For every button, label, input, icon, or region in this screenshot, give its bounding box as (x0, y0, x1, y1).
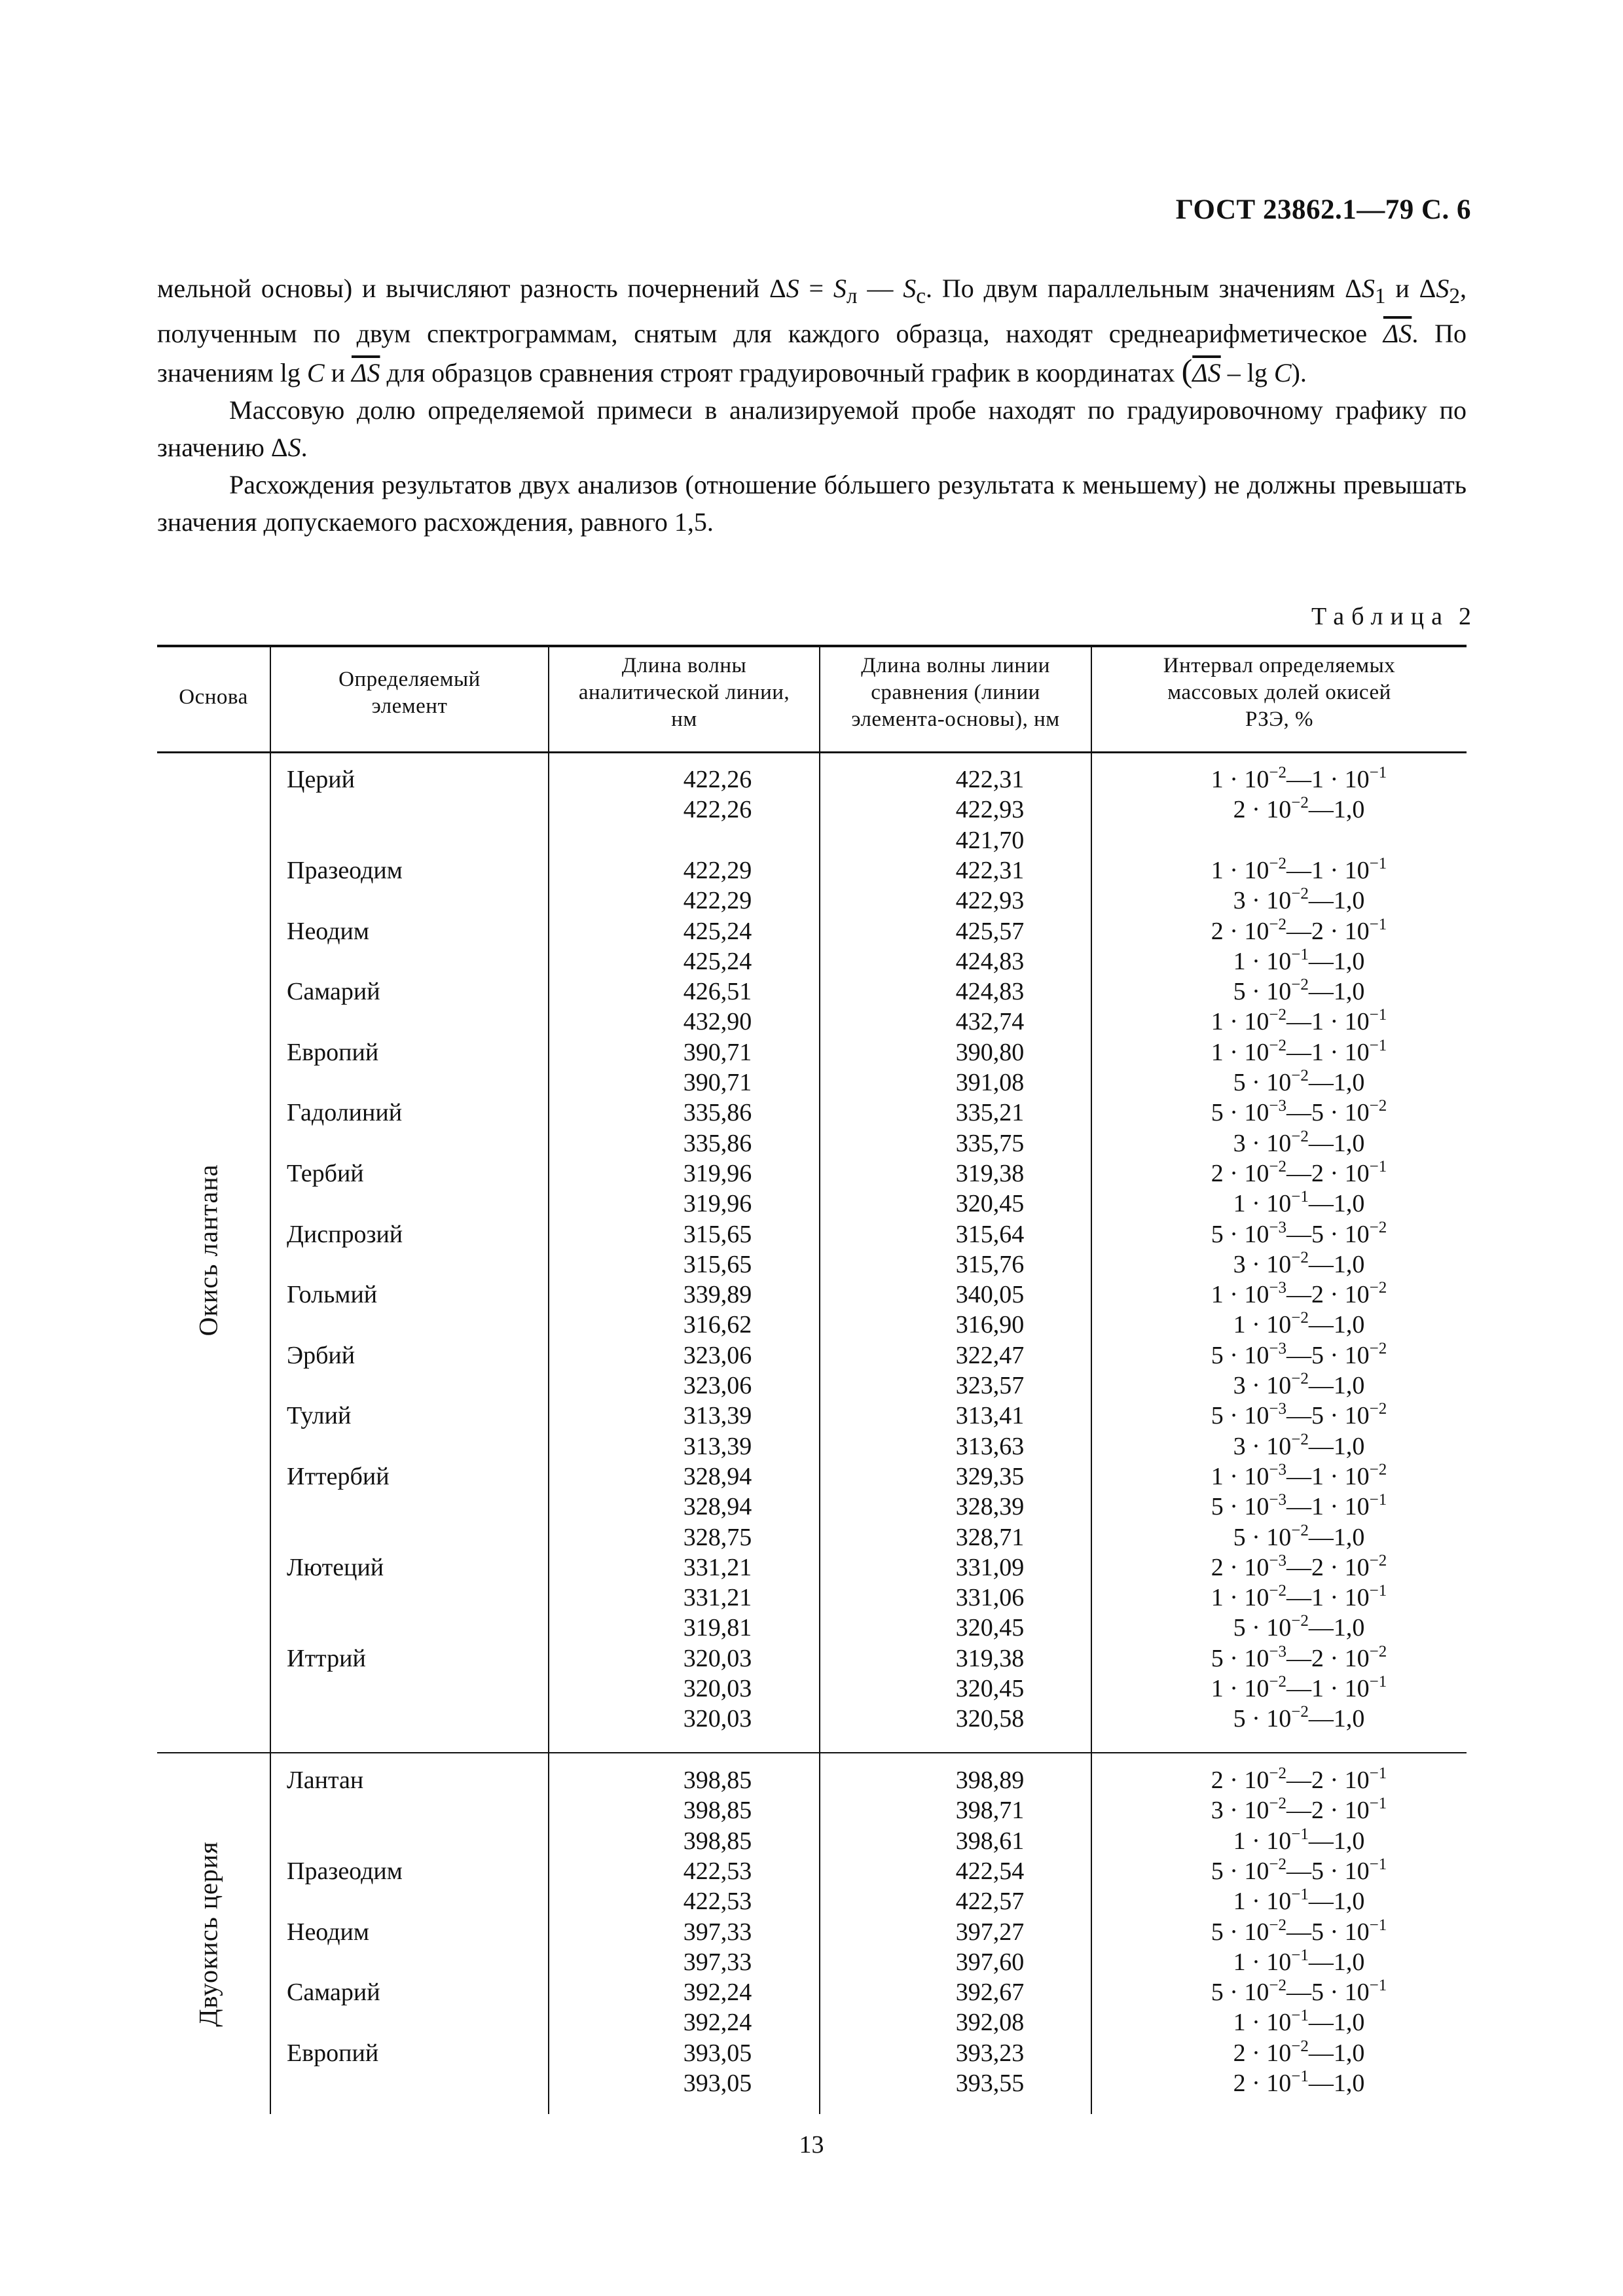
element-name: Празеодим (287, 856, 403, 884)
table-row (157, 1704, 1467, 1734)
comparison-wavelength: 422,54 (955, 1857, 1025, 1885)
element-name: Гадолиний (287, 1099, 403, 1127)
comparison-wavelength: 422,31 (955, 766, 1025, 793)
fraction-interval: $5 \cdot 10^{-2}—1,0$ (1233, 1703, 1365, 1733)
table-row (157, 1098, 1467, 1128)
analytical-wavelength: 432,90 (683, 1008, 752, 1036)
fraction-interval: $5 \cdot 10^{-3}—1 \cdot 10^{-1}$ (1211, 1491, 1387, 1521)
element-name: Иттрий (287, 1644, 366, 1672)
table-row (157, 1613, 1467, 1643)
body-text (157, 270, 1467, 541)
comparison-wavelength: 335,75 (955, 1129, 1025, 1157)
element-name: Тербий (287, 1159, 364, 1187)
analytical-wavelength: 422,29 (683, 856, 752, 884)
fraction-interval: $5 \cdot 10^{-2}—5 \cdot 10^{-1}$ (1211, 1977, 1387, 2007)
comparison-wavelength: 398,89 (955, 1767, 1025, 1794)
fraction-interval: $1 \cdot 10^{-2}—1 \cdot 10^{-1}$ (1211, 854, 1387, 884)
table-row (157, 1189, 1467, 1219)
fraction-interval: $1 \cdot 10^{-2}—1,0$ (1233, 1309, 1365, 1339)
table-row (157, 1037, 1467, 1067)
table-row (157, 1522, 1467, 1552)
table-row (157, 1856, 1467, 1886)
table-row (157, 1674, 1467, 1704)
fraction-interval: $2 \cdot 10^{-2}—2 \cdot 10^{-1}$ (1211, 915, 1387, 945)
table-row (157, 1280, 1467, 1310)
element-name: Неодим (287, 917, 369, 945)
comparison-wavelength: 320,45 (955, 1614, 1025, 1642)
analytical-wavelength: 335,86 (683, 1099, 752, 1127)
table-row (157, 916, 1467, 946)
element-name: Лютеций (287, 1553, 384, 1581)
element-name: Церий (287, 766, 355, 793)
comparison-wavelength: 340,05 (955, 1281, 1025, 1309)
analytical-wavelength: 319,81 (683, 1614, 752, 1642)
fraction-interval: $1 \cdot 10^{-2}—1 \cdot 10^{-1}$ (1211, 1036, 1387, 1066)
comparison-wavelength: 422,57 (955, 1888, 1025, 1916)
comparison-wavelength: 316,90 (955, 1311, 1025, 1339)
table-row (157, 1795, 1467, 1825)
fraction-interval: $1 \cdot 10^{-2}—1 \cdot 10^{-1}$ (1211, 1673, 1387, 1702)
analytical-wavelength: 328,75 (683, 1523, 752, 1551)
table-row (157, 1371, 1467, 1401)
analytical-wavelength: 422,53 (683, 1888, 752, 1916)
table-row (157, 2038, 1467, 2068)
paragraph-1: мельной основы) и вычисляют разность почернений $\Delta S = S_л$ — $S_с$. По двум параллельным значениям $\Delta S_1$ и $\Delta S_2$, полученным по двум спектрограммам, снятым для каждого образца, находят среднеарифметическое $\overline{\Delta S}$. По значениям lg C и $\overline{\Delta S}$ для образцов сравнения строят градуировочный график в координатах ($\overline{\Delta S}$ – lg C). (157, 274, 1467, 389)
element-name: Иттербий (287, 1462, 390, 1490)
comparison-wavelength: 425,57 (955, 917, 1025, 945)
fraction-interval: $2 \cdot 10^{-2}—1,0$ (1233, 794, 1365, 824)
fraction-interval: $1 \cdot 10^{-3}—1 \cdot 10^{-2}$ (1211, 1460, 1387, 1490)
fraction-interval: $3 \cdot 10^{-2}—1,0$ (1233, 885, 1365, 915)
fraction-interval: $5 \cdot 10^{-2}—1,0$ (1233, 1612, 1365, 1642)
analytical-wavelength: 328,94 (683, 1493, 752, 1521)
comparison-wavelength: 331,06 (955, 1584, 1025, 1612)
table-row (157, 1067, 1467, 1098)
element-name: Диспрозий (287, 1220, 403, 1248)
fraction-interval: $1 \cdot 10^{-2}—1 \cdot 10^{-1}$ (1211, 1582, 1387, 1612)
table-row (157, 795, 1467, 825)
comparison-wavelength: 328,39 (955, 1493, 1025, 1521)
fraction-interval: $5 \cdot 10^{-2}—1,0$ (1233, 1067, 1365, 1096)
fraction-interval: $2 \cdot 10^{-2}—2 \cdot 10^{-1}$ (1211, 1157, 1387, 1187)
comparison-wavelength: 319,38 (955, 1644, 1025, 1672)
table-row (157, 1552, 1467, 1583)
table-row (157, 1492, 1467, 1522)
analytical-wavelength: 331,21 (683, 1584, 752, 1612)
analytical-wavelength: 422,53 (683, 1857, 752, 1885)
fraction-interval: $1 \cdot 10^{-3}—2 \cdot 10^{-2}$ (1211, 1279, 1387, 1309)
analytical-wavelength: 323,06 (683, 1372, 752, 1399)
paragraph-2: Массовую долю определяемой примеси в анализируемой пробе находят по градуировочному графику по значению ΔS. (157, 395, 1467, 462)
comparison-wavelength: 392,67 (955, 1979, 1025, 2007)
fraction-interval: $5 \cdot 10^{-3}—5 \cdot 10^{-2}$ (1211, 1097, 1387, 1127)
analytical-wavelength: 397,33 (683, 1918, 752, 1946)
table-row (157, 1007, 1467, 1037)
table-row (157, 1947, 1467, 1977)
table-top-rule (157, 645, 1467, 647)
comparison-wavelength: 397,27 (955, 1918, 1025, 1946)
fraction-interval: $5 \cdot 10^{-2}—1,0$ (1233, 976, 1365, 1006)
comparison-wavelength: 424,83 (955, 947, 1025, 975)
comparison-wavelength: 323,57 (955, 1372, 1025, 1399)
analytical-wavelength: 319,96 (683, 1190, 752, 1218)
analytical-wavelength: 320,03 (683, 1675, 752, 1702)
comparison-wavelength: 320,58 (955, 1705, 1025, 1733)
element-name: Гольмий (287, 1281, 378, 1309)
paragraph-3: Расхождения результатов двух анализов (отношение бóльшего результата к меньшему) не должны превышать значения допускаемого расхождения, равного 1,5. (157, 470, 1467, 537)
page-number: 13 (799, 2131, 824, 2159)
fraction-interval: $5 \cdot 10^{-3}—5 \cdot 10^{-2}$ (1211, 1400, 1387, 1430)
comparison-wavelength: 398,61 (955, 1827, 1025, 1855)
analytical-wavelength: 315,65 (683, 1250, 752, 1278)
analytical-wavelength: 390,71 (683, 1069, 752, 1096)
header-comparison-line: Длина волны линии сравнения (линии элемента-основы), нм (851, 654, 1060, 731)
fraction-interval: $1 \cdot 10^{-1}—1,0$ (1233, 1825, 1365, 1855)
table-row (157, 825, 1467, 855)
fraction-interval: $1 \cdot 10^{-1}—1,0$ (1233, 1188, 1365, 1218)
analytical-wavelength: 313,39 (683, 1402, 752, 1430)
comparison-wavelength: 393,23 (955, 2039, 1025, 2067)
table-row (157, 1431, 1467, 1462)
analytical-wavelength: 392,24 (683, 2009, 752, 2037)
table-row (157, 1917, 1467, 1947)
element-name: Европий (287, 2039, 379, 2067)
analytical-wavelength: 398,85 (683, 1767, 752, 1794)
table-row (157, 1765, 1467, 1795)
fraction-interval: $3 \cdot 10^{-2}—2 \cdot 10^{-1}$ (1211, 1795, 1387, 1825)
fraction-interval: $3 \cdot 10^{-2}—1,0$ (1233, 1127, 1365, 1157)
header-analytical-line: Длина волны аналитической линии, нм (578, 654, 790, 731)
fraction-interval: $1 \cdot 10^{-1}—1,0$ (1233, 1946, 1365, 1976)
comparison-wavelength: 397,60 (955, 1948, 1025, 1976)
document-header: ГОСТ 23862.1—79 С. 6 (1175, 194, 1471, 225)
analytical-wavelength: 335,86 (683, 1129, 752, 1157)
table-row (157, 1462, 1467, 1492)
analytical-wavelength: 316,62 (683, 1311, 752, 1339)
element-name: Празеодим (287, 1857, 403, 1885)
table-row (157, 2068, 1467, 2098)
fraction-interval: $2 \cdot 10^{-1}—1,0$ (1233, 2068, 1365, 2097)
comparison-wavelength: 421,70 (955, 826, 1025, 854)
table-row (157, 1583, 1467, 1613)
analytical-wavelength: 426,51 (683, 978, 752, 1006)
comparison-wavelength: 422,31 (955, 856, 1025, 884)
analytical-wavelength: 393,05 (683, 2070, 752, 2097)
analytical-wavelength: 398,85 (683, 1797, 752, 1825)
fraction-interval: $1 \cdot 10^{-1}—1,0$ (1233, 945, 1365, 975)
analytical-wavelength: 390,71 (683, 1038, 752, 1066)
table-row (157, 2007, 1467, 2037)
fraction-interval: $2 \cdot 10^{-2}—1,0$ (1233, 2037, 1365, 2067)
fraction-interval: $2 \cdot 10^{-3}—2 \cdot 10^{-2}$ (1211, 1551, 1387, 1581)
element-name: Лантан (287, 1767, 364, 1794)
header-element: Определяемый элемент (338, 668, 481, 718)
table-row (157, 977, 1467, 1007)
group-label-lanthanum-oxide: Окись лантана (193, 1164, 223, 1336)
comparison-wavelength: 422,93 (955, 796, 1025, 824)
analytical-wavelength: 320,03 (683, 1644, 752, 1672)
fraction-interval: $1 \cdot 10^{-1}—1,0$ (1233, 1886, 1365, 1916)
table-row (157, 1401, 1467, 1431)
analytical-wavelength: 392,24 (683, 1979, 752, 2007)
table-row (157, 1977, 1467, 2007)
fraction-interval: $3 \cdot 10^{-2}—1,0$ (1233, 1430, 1365, 1460)
table-header-rule (157, 751, 1467, 753)
fraction-interval: $1 \cdot 10^{-2}—1 \cdot 10^{-1}$ (1211, 1006, 1387, 1036)
fraction-interval: $3 \cdot 10^{-2}—1,0$ (1233, 1248, 1365, 1278)
element-name: Тулий (287, 1402, 352, 1430)
analytical-wavelength: 313,39 (683, 1432, 752, 1460)
element-name: Европий (287, 1038, 379, 1066)
comparison-wavelength: 329,35 (955, 1462, 1025, 1490)
comparison-wavelength: 432,74 (955, 1008, 1025, 1036)
comparison-wavelength: 331,09 (955, 1553, 1025, 1581)
fraction-interval: $1 \cdot 10^{-2}—1 \cdot 10^{-1}$ (1211, 764, 1387, 793)
table-row (157, 1249, 1467, 1280)
table-row (157, 764, 1467, 795)
comparison-wavelength: 422,93 (955, 887, 1025, 915)
fraction-interval: $5 \cdot 10^{-2}—5 \cdot 10^{-1}$ (1211, 1916, 1387, 1946)
table-row (157, 1219, 1467, 1249)
group-divider-rule (157, 1752, 1467, 1753)
table-row (157, 1310, 1467, 1340)
comparison-wavelength: 319,38 (955, 1159, 1025, 1187)
analytical-wavelength: 323,06 (683, 1341, 752, 1369)
table-row (157, 946, 1467, 977)
element-name: Самарий (287, 1979, 380, 2007)
table-row (157, 1643, 1467, 1674)
element-name: Самарий (287, 978, 380, 1006)
analytical-wavelength: 425,24 (683, 947, 752, 975)
comparison-wavelength: 335,21 (955, 1099, 1025, 1127)
comparison-wavelength: 398,71 (955, 1797, 1025, 1825)
analytical-wavelength: 422,26 (683, 766, 752, 793)
analytical-wavelength: 339,89 (683, 1281, 752, 1309)
analytical-wavelength: 331,21 (683, 1553, 752, 1581)
analytical-wavelength: 328,94 (683, 1462, 752, 1490)
table-row (157, 855, 1467, 886)
element-name: Эрбий (287, 1341, 356, 1369)
fraction-interval: $5 \cdot 10^{-3}—2 \cdot 10^{-2}$ (1211, 1642, 1387, 1672)
comparison-wavelength: 313,41 (955, 1402, 1025, 1430)
comparison-wavelength: 393,55 (955, 2070, 1025, 2097)
fraction-interval: $5 \cdot 10^{-2}—5 \cdot 10^{-1}$ (1211, 1855, 1387, 1885)
element-name: Неодим (287, 1918, 369, 1946)
analytical-wavelength: 393,05 (683, 2039, 752, 2067)
comparison-wavelength: 390,80 (955, 1038, 1025, 1066)
analytical-wavelength: 320,03 (683, 1705, 752, 1733)
analytical-wavelength: 398,85 (683, 1827, 752, 1855)
header-interval: Интервал определяемых массовых долей окисей РЗЭ, % (1163, 654, 1396, 731)
comparison-wavelength: 322,47 (955, 1341, 1025, 1369)
analytical-wavelength: 319,96 (683, 1159, 752, 1187)
fraction-interval: $2 \cdot 10^{-2}—2 \cdot 10^{-1}$ (1211, 1765, 1387, 1794)
fraction-interval: $5 \cdot 10^{-3}—5 \cdot 10^{-2}$ (1211, 1218, 1387, 1248)
fraction-interval: $5 \cdot 10^{-2}—1,0$ (1233, 1521, 1365, 1551)
fraction-interval: $5 \cdot 10^{-3}—5 \cdot 10^{-2}$ (1211, 1339, 1387, 1369)
fraction-interval: $3 \cdot 10^{-2}—1,0$ (1233, 1370, 1365, 1399)
header-base: Основа (179, 685, 248, 709)
analytical-wavelength: 422,26 (683, 796, 752, 824)
fraction-interval: $1 \cdot 10^{-1}—1,0$ (1233, 2007, 1365, 2037)
comparison-wavelength: 391,08 (955, 1069, 1025, 1096)
group-label-cerium-dioxide: Двуокись церия (193, 1841, 223, 2027)
table-row (157, 1128, 1467, 1158)
mean-delta-s: $\overline{\Delta S}$ (1383, 319, 1412, 348)
analytical-wavelength: 315,65 (683, 1220, 752, 1248)
table-row (157, 1886, 1467, 1916)
comparison-wavelength: 328,71 (955, 1523, 1025, 1551)
table-row (157, 1158, 1467, 1189)
table-caption: Таблица 2 (1311, 603, 1471, 630)
analytical-wavelength: 397,33 (683, 1948, 752, 1976)
table-row (157, 886, 1467, 916)
table-row (157, 1340, 1467, 1371)
comparison-wavelength: 392,08 (955, 2009, 1025, 2037)
comparison-wavelength: 315,76 (955, 1250, 1025, 1278)
analytical-wavelength: 425,24 (683, 917, 752, 945)
comparison-wavelength: 320,45 (955, 1675, 1025, 1702)
comparison-wavelength: 315,64 (955, 1220, 1025, 1248)
comparison-wavelength: 424,83 (955, 978, 1025, 1006)
analytical-wavelength: 422,29 (683, 887, 752, 915)
comparison-wavelength: 313,63 (955, 1432, 1025, 1460)
comparison-wavelength: 320,45 (955, 1190, 1025, 1218)
table-row (157, 1826, 1467, 1856)
